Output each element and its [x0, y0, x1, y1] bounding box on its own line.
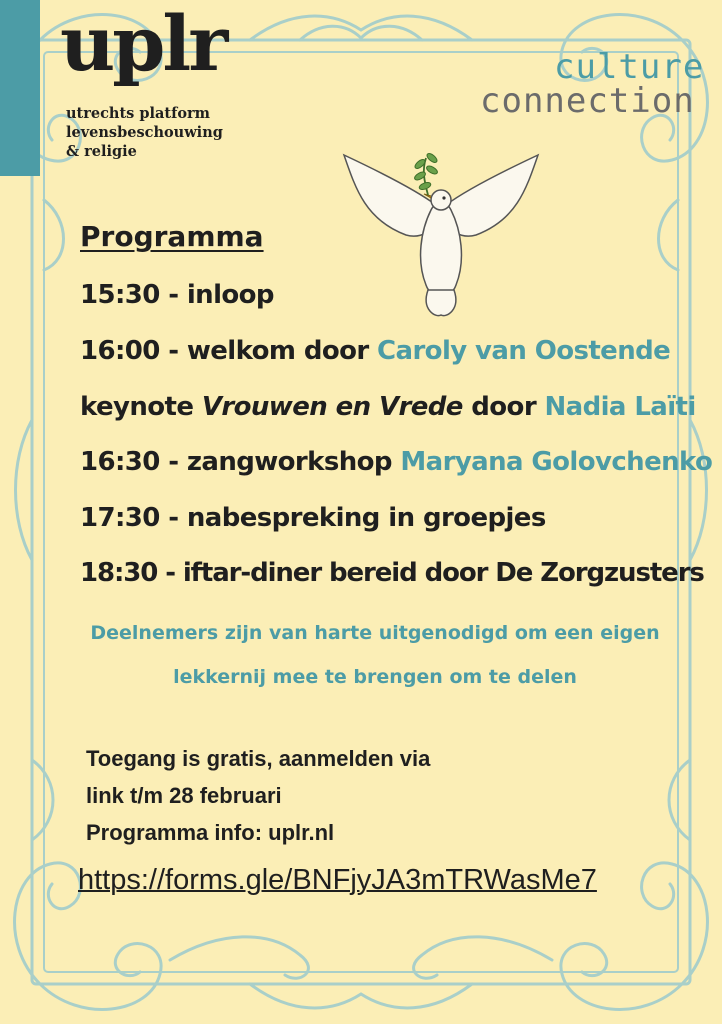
programme-item-text: keynote — [80, 392, 202, 422]
invitation-note-line: lekkernij mee te brengen om te delen — [173, 666, 577, 688]
programme-item — [80, 503, 546, 533]
keynote-title: Vrouwen en Vrede — [201, 392, 463, 422]
programme-item-text: 16:30 - zangworkshop — [80, 447, 401, 477]
culture-connection-logo-line2: connection — [480, 81, 695, 121]
programme-item-text: door — [462, 392, 545, 422]
programme-item — [80, 447, 712, 477]
uplr-logo: uplr — [60, 0, 226, 88]
programme-item-text: 16:00 - welkom door — [80, 336, 378, 366]
speaker-name: Caroly van Oostende — [377, 336, 671, 366]
programme-item-text: 18:30 - iftar-diner bereid door De Zorgzusters — [80, 558, 704, 588]
programme-title: Programma — [80, 220, 264, 253]
dove-with-olive-branch-icon — [336, 150, 546, 320]
programme-item-text: 17:30 - nabespreking in groepjes — [80, 503, 546, 533]
logo-subtitle-line: utrechts platform — [66, 105, 211, 122]
invitation-note-line: Deelnemers zijn van harte uitgenodigd om een eigen — [90, 622, 660, 644]
signup-link[interactable]: https://forms.gle/BNFjyJA3mTRWasMe7 — [78, 864, 597, 896]
culture-connection-logo-line1: culture — [554, 47, 705, 87]
programme-item — [80, 280, 274, 310]
programme-item — [80, 336, 670, 366]
info-line: link t/m 28 februari — [86, 783, 282, 808]
speaker-name: Nadia Laïti — [544, 392, 696, 422]
programme-item — [80, 392, 696, 422]
programme-item-text: 15:30 - inloop — [80, 280, 274, 310]
logo-subtitle — [66, 104, 223, 161]
info-line: Toegang is gratis, aanmelden via — [86, 746, 431, 771]
logo-subtitle-line: levensbeschouwing — [66, 124, 223, 141]
info-line: Programma info: uplr.nl — [86, 820, 335, 845]
programme-item — [80, 558, 704, 588]
logo-accent-bar — [0, 0, 40, 176]
logo-subtitle-line: & religie — [66, 143, 137, 160]
speaker-name: Maryana Golovchenko — [400, 447, 713, 477]
